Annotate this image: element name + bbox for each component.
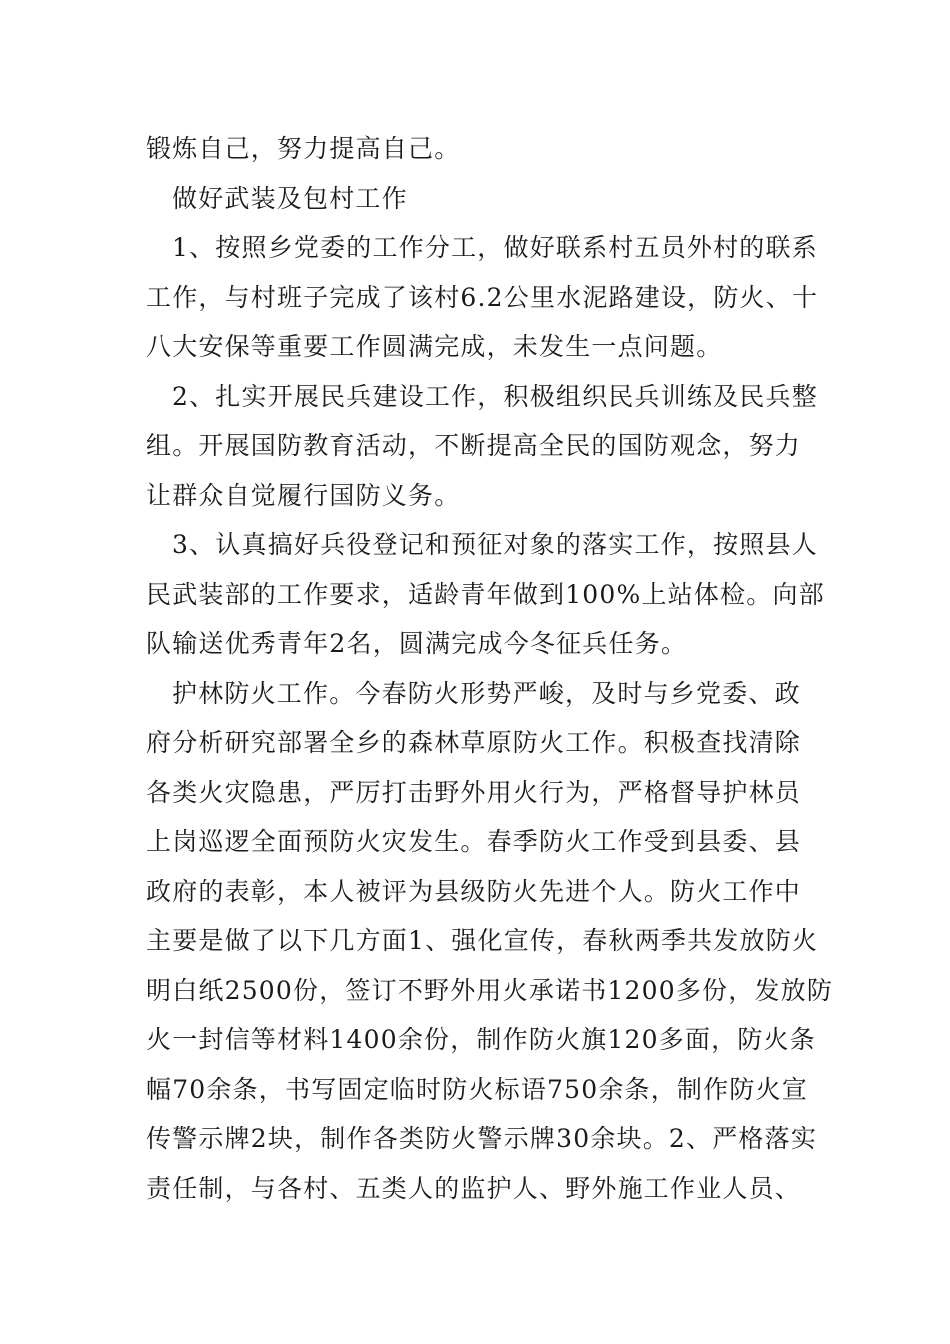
text-line: 幅70余条，书写固定临时防火标语750余条，制作防火宣 [146, 1074, 808, 1104]
text-line: 府分析研究部署全乡的森林草原防火工作。积极查找清除 [146, 728, 802, 757]
section-heading: 做好武装及包村工作 [172, 183, 408, 213]
text-line: 火一封信等材料1400余份，制作防火旗120多面，防火条 [146, 1025, 816, 1054]
text-line: 明白纸2500份，签订不野外用火承诺书1200多份，发放防 [146, 975, 834, 1005]
text-line: 3、认真搞好兵役登记和预征对象的落实工作，按照县人 [172, 530, 818, 559]
text-line: 传警示牌2块，制作各类防火警示牌30余块。2、严格落实 [146, 1124, 818, 1153]
text-line: 各类火灾隐患，严厉打击野外用火行为，严格督导护林员 [146, 777, 802, 807]
text-line: 锻炼自己，努力提高自己。 [146, 134, 461, 163]
text-line: 让群众自觉履行国防义务。 [146, 480, 461, 510]
text-line: 1、按照乡党委的工作分工，做好联系村五员外村的联系 [172, 233, 818, 262]
text-line: 组。开展国防教育活动，不断提高全民的国防观念，努力 [146, 431, 802, 460]
text-line: 责任制，与各村、五类人的监护人、野外施工作业人员、 [146, 1173, 802, 1203]
text-line: 队输送优秀青年2名，圆满完成今冬征兵任务。 [146, 629, 688, 658]
text-line: 护林防火工作。今春防火形势严峻，及时与乡党委、政 [172, 678, 801, 708]
text-line: 八大安保等重要工作圆满完成，未发生一点问题。 [146, 332, 723, 361]
text-line: 2、扎实开展民兵建设工作，积极组织民兵训练及民兵整 [172, 381, 818, 411]
text-line: 工作，与村班子完成了该村6.2公里水泥路建设，防火、十 [146, 282, 819, 312]
text-line: 民武装部的工作要求，适龄青年做到100%上站体检。向部 [146, 579, 825, 609]
text-line: 政府的表彰，本人被评为县级防火先进个人。防火工作中 [146, 876, 802, 906]
text-line: 上岗巡逻全面预防火灾发生。春季防火工作受到县委、县 [146, 827, 802, 856]
document-body [146, 124, 834, 1213]
text-line: 主要是做了以下几方面1、强化宣传，春秋两季共发放防火 [146, 926, 819, 955]
